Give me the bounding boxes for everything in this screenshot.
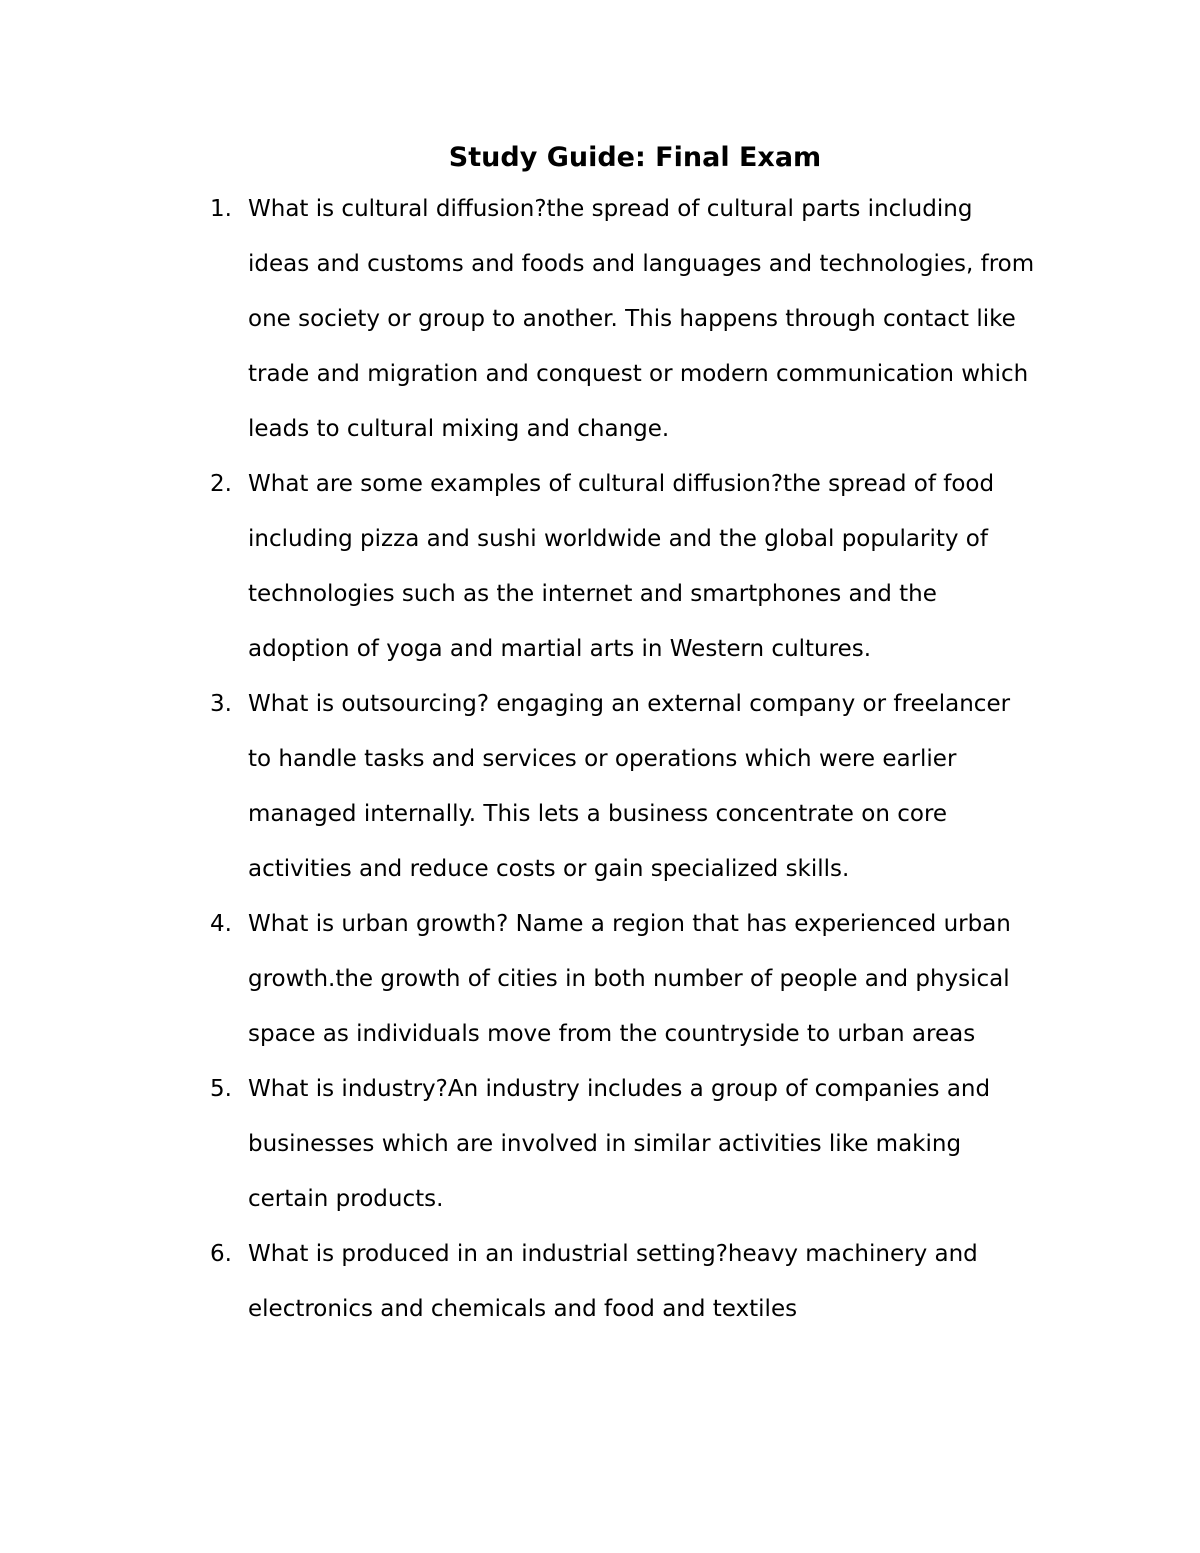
question-item [0, 182, 1148, 457]
question-text [248, 1227, 1148, 1337]
question-text [248, 182, 1148, 457]
question-text-line: businesses which are involved in similar activities like making [248, 1131, 962, 1157]
question-item [0, 1062, 1148, 1227]
question-text [248, 677, 1148, 897]
question-text-line: including pizza and sushi worldwide and the global popularity of [248, 526, 988, 552]
question-text-line: one society or group to another. This happens through contact like [248, 306, 1016, 332]
question-text [248, 457, 1148, 677]
question-text-line: ideas and customs and foods and languages and technologies, from [248, 251, 1035, 277]
question-number: 2. [210, 471, 232, 497]
question-text-line: growth.the growth of cities in both number of people and physical [248, 966, 1010, 992]
question-text-line: certain products. [248, 1186, 444, 1212]
document-title: Study Guide: Final Exam [448, 142, 822, 173]
question-number: 5. [210, 1076, 232, 1102]
question-text-line: What is urban growth? Name a region that has experienced urban [248, 911, 1011, 937]
question-list [0, 182, 1148, 1337]
question-item [0, 897, 1148, 1062]
question-number: 6. [210, 1241, 232, 1267]
question-number: 4. [210, 911, 232, 937]
question-text-line: adoption of yoga and martial arts in Western cultures. [248, 636, 872, 662]
question-text [248, 1062, 1148, 1227]
question-item [0, 677, 1148, 897]
question-text-line: leads to cultural mixing and change. [248, 416, 670, 442]
question-text-line: activities and reduce costs or gain specialized skills. [248, 856, 850, 882]
question-text-line: What are some examples of cultural diffusion?the spread of food [248, 471, 995, 497]
question-text-line: space as individuals move from the countryside to urban areas [248, 1021, 976, 1047]
question-text-line: What is outsourcing? engaging an external company or freelancer [248, 691, 1011, 717]
question-text-line: What is produced in an industrial setting?heavy machinery and [248, 1241, 978, 1267]
question-item [0, 457, 1148, 677]
question-item [0, 1227, 1148, 1337]
question-text-line: trade and migration and conquest or modern communication which [248, 361, 1029, 387]
question-text-line: to handle tasks and services or operations which were earlier [248, 746, 957, 772]
question-text-line: managed internally. This lets a business concentrate on core [248, 801, 948, 827]
question-text-line: What is industry?An industry includes a group of companies and [248, 1076, 991, 1102]
question-text-line: technologies such as the internet and smartphones and the [248, 581, 937, 607]
question-text-line: What is cultural diffusion?the spread of cultural parts including [248, 196, 973, 222]
question-text-line: electronics and chemicals and food and textiles [248, 1296, 798, 1322]
question-text [248, 897, 1148, 1062]
question-number: 1. [210, 196, 232, 222]
question-number: 3. [210, 691, 232, 717]
